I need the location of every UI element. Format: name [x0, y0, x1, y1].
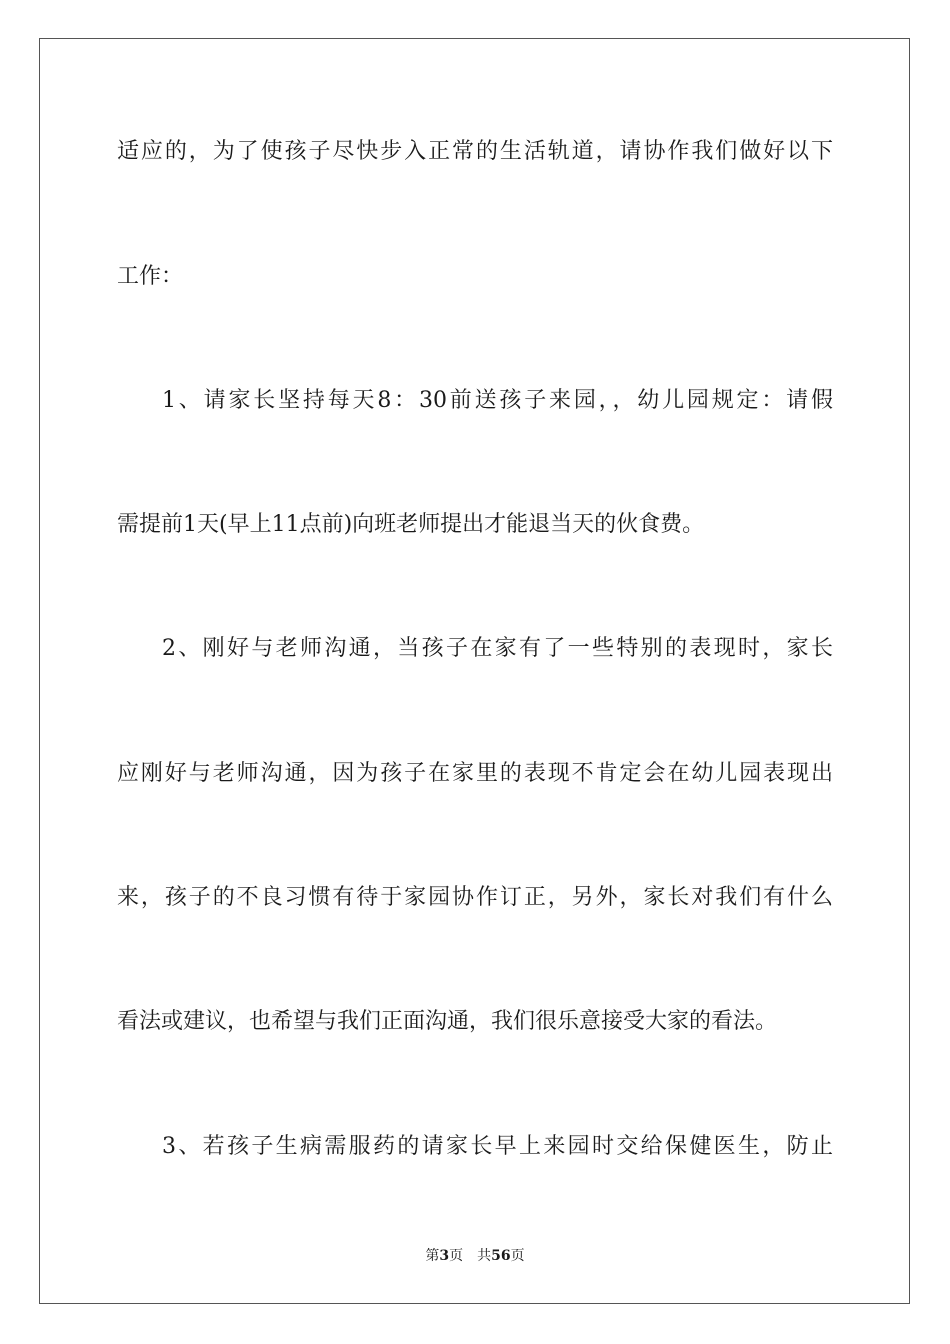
text-line-4: 需提前1天(早上11点前)向班老师提出才能退当天的伙食费。 — [117, 512, 705, 537]
footer-total-suffix: 页 — [510, 1248, 525, 1264]
footer-total-pages: 56 — [491, 1248, 511, 1264]
footer-page-prefix: 第 — [425, 1248, 440, 1264]
footer-page-suffix: 页 — [449, 1248, 464, 1264]
text-line-8: 看法或建议，也希望与我们正面沟通，我们很乐意接受大家的看法。 — [117, 1009, 778, 1034]
footer-page-number: 3 — [439, 1248, 450, 1264]
footer-total-prefix: 共 — [477, 1248, 492, 1264]
text-line-9: 3、若孩子生病需服药的请家长早上来园时交给保健医生，防止 — [162, 1134, 833, 1159]
text-line-1: 适应的，为了使孩子尽快步入正常的生活轨道，请协作我们做好以下 — [117, 139, 833, 164]
text-line-6: 应刚好与老师沟通，因为孩子在家里的表现不肯定会在幼儿园表现出 — [117, 761, 833, 786]
page-footer — [0, 1246, 950, 1266]
text-line-3: 1、请家长坚持每天8：30前送孩子来园，，幼儿园规定：请假 — [162, 388, 833, 413]
text-line-7: 来，孩子的不良习惯有待于家园协作订正，另外，家长对我们有什么 — [117, 885, 833, 910]
page-border — [39, 38, 910, 1304]
text-line-5: 2、刚好与老师沟通，当孩子在家有了一些特别的表现时，家长 — [162, 636, 833, 661]
text-line-2: 工作： — [117, 264, 184, 289]
